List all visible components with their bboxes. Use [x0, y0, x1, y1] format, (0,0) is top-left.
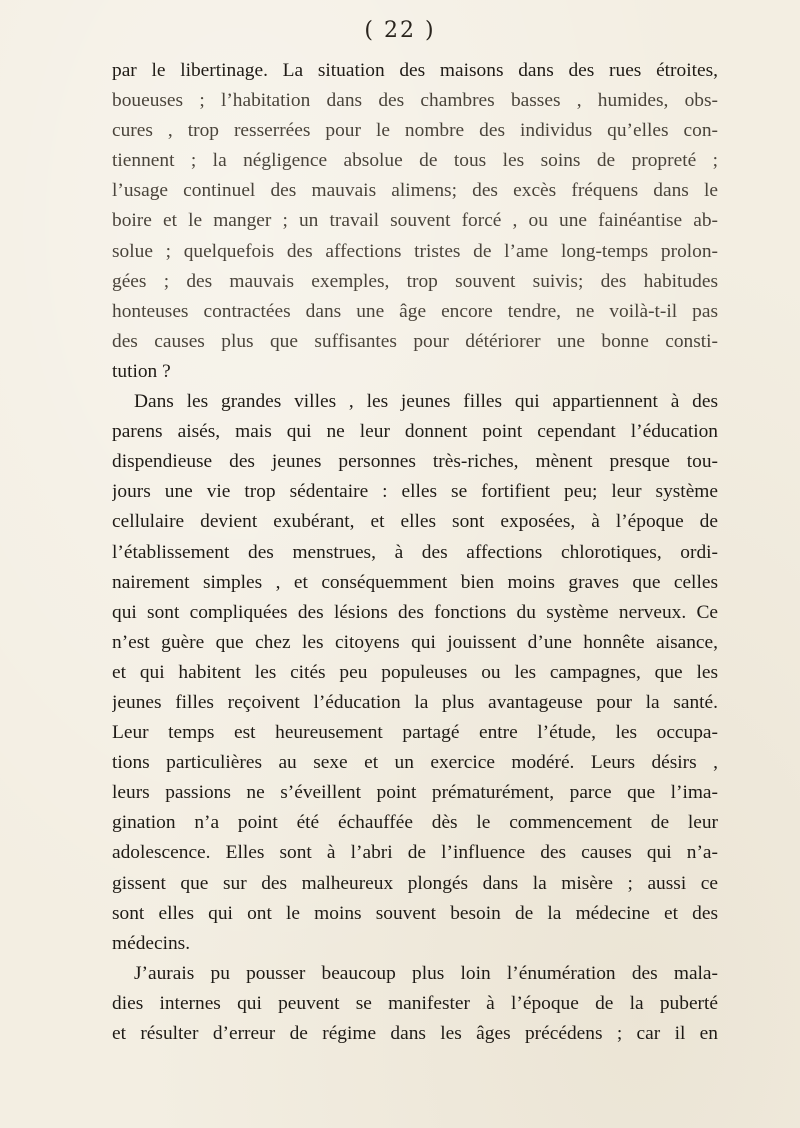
text-line: jeunes filles reçoivent l’éducation la plus avantageuse pour la santé. — [112, 691, 718, 713]
text-line: des causes plus que suffisantes pour détériorer une bonne consti- — [112, 330, 718, 352]
text-line: tions particulières au sexe et un exercice modéré. Leurs désirs , — [112, 752, 718, 774]
paragraph-1 — [112, 56, 718, 387]
text-line: J’aurais pu pousser beaucoup plus loin l’énumération des mala- — [134, 962, 718, 984]
text-line: adolescence. Elles sont à l’abri de l’influence des causes qui n’a- — [112, 842, 718, 864]
body-text — [112, 56, 718, 1049]
text-line: et qui habitent les cités peu populeuses ou les campagnes, que les — [112, 661, 718, 683]
text-line: par le libertinage. La situation des maisons dans des rues étroites, — [112, 60, 718, 81]
text-line: l’usage continuel des mauvais alimens; des excès fréquens dans le — [112, 180, 718, 202]
text-line: parens aisés, mais qui ne leur donnent point cependant l’éducation — [112, 421, 718, 443]
text-line: solue ; quelquefois des affections tristes de l’ame long-temps prolon- — [112, 240, 718, 262]
page-number: ( 22 ) — [364, 18, 436, 43]
text-line: tiennent ; la négligence absolue de tous les soins de propreté ; — [112, 150, 718, 172]
text-line: l’établissement des menstrues, à des affections chlorotiques, ordi- — [112, 541, 718, 563]
paragraph-2 — [112, 387, 718, 959]
text-line: n’est guère que chez les citoyens qui jouissent d’une honnête aisance, — [112, 631, 718, 653]
text-line: dispendieuse des jeunes personnes très-riches, mènent presque tou- — [112, 451, 718, 473]
text-line: dies internes qui peuvent se manifester à l’époque de la puberté — [112, 992, 718, 1014]
text-line: qui sont compliquées des lésions des fonctions du système nerveux. Ce — [112, 601, 718, 623]
text-line: leurs passions ne s’éveillent point prématurément, parce que l’ima- — [112, 782, 718, 804]
text-line: boueuses ; l’habitation dans des chambres basses , humides, obs- — [112, 90, 718, 112]
text-line: tution ? — [112, 360, 171, 382]
text-line: boire et le manger ; un travail souvent forcé , ou une fainéantise ab- — [112, 210, 718, 232]
text-line: cures , trop resserrées pour le nombre des individus qu’elles con- — [112, 120, 718, 142]
text-line: Leur temps est heureusement partagé entre l’étude, les occupa- — [112, 722, 718, 744]
text-line: gissent que sur des malheureux plongés dans la misère ; aussi ce — [112, 872, 718, 894]
text-line: jours une vie trop sédentaire : elles se fortifient peu; leur système — [112, 481, 718, 503]
text-line: médecins. — [112, 932, 191, 954]
paragraph-3 — [112, 959, 718, 1049]
text-line: nairement simples , et conséquemment bien moins graves que celles — [112, 571, 718, 593]
text-line: cellulaire devient exubérant, et elles sont exposées, à l’époque de — [112, 511, 718, 533]
text-line: honteuses contractées dans une âge encore tendre, ne voilà-t-il pas — [112, 300, 718, 322]
text-line: Dans les grandes villes , les jeunes filles qui appartiennent à des — [134, 391, 718, 413]
text-line: gination n’a point été échauffée dès le commencement de leur — [112, 812, 718, 834]
text-line: gées ; des mauvais exemples, trop souvent suivis; des habitudes — [112, 270, 718, 292]
text-line: et résulter d’erreur de régime dans les âges précédens ; car il en — [112, 1023, 718, 1044]
text-line: sont elles qui ont le moins souvent besoin de la médecine et des — [112, 902, 718, 924]
